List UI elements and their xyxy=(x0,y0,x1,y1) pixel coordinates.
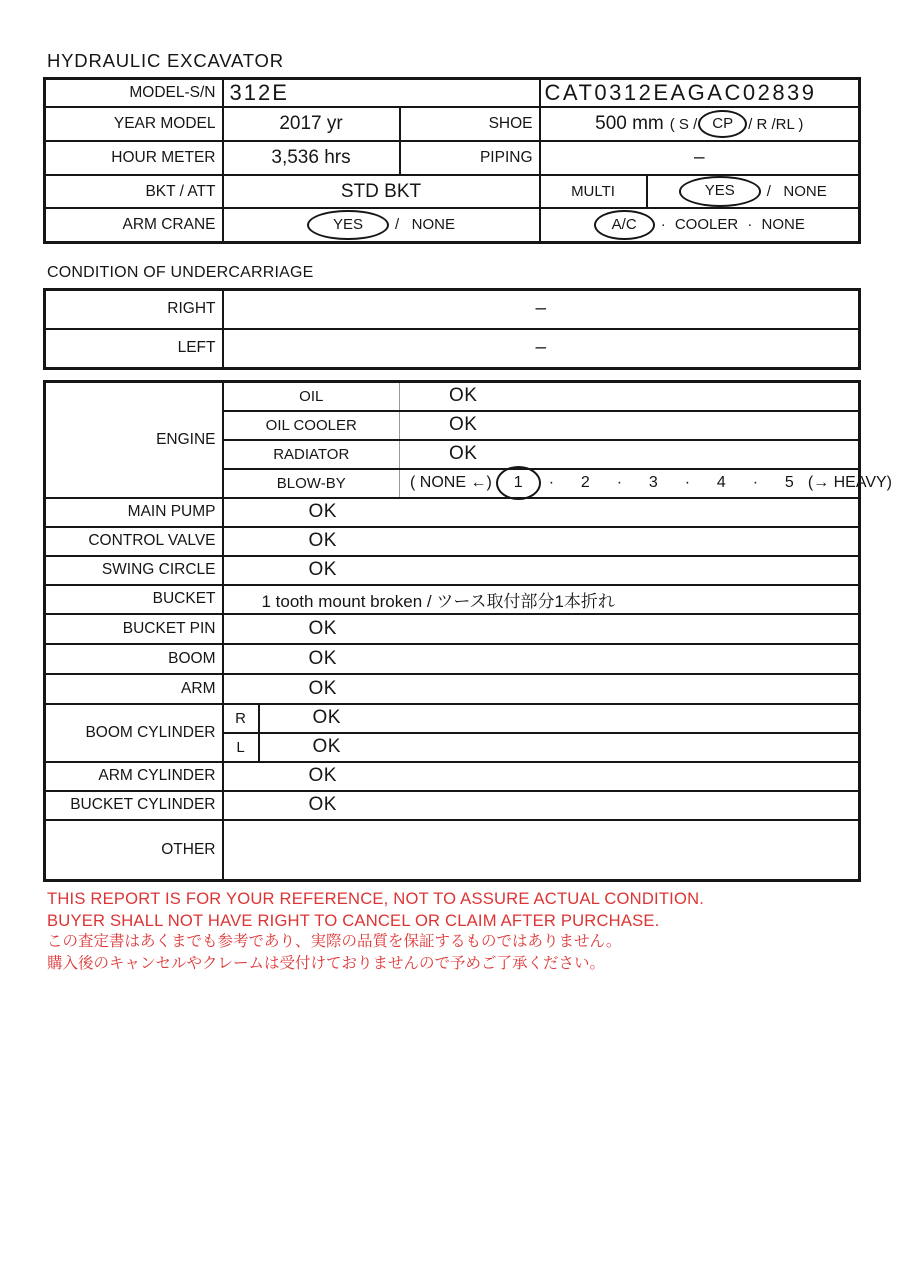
shoe-label: SHOE xyxy=(400,107,540,141)
ac-cooler-cell xyxy=(540,208,860,242)
main-pump-label: MAIN PUMP xyxy=(45,498,223,527)
blowby-label: BLOW-BY xyxy=(223,469,400,498)
engine-label: ENGINE xyxy=(45,382,223,498)
hour-meter-value: 3,536 hrs xyxy=(223,141,400,175)
arm-cylinder-value: OK xyxy=(223,762,860,791)
arm-label: ARM xyxy=(45,674,223,704)
row-arm-cylinder xyxy=(45,762,860,791)
engine-radiator-value: OK xyxy=(400,440,860,469)
page-title: HYDRAULIC EXCAVATOR xyxy=(47,50,284,71)
piping-label: PIPING xyxy=(400,141,540,175)
shoe-value xyxy=(541,113,859,135)
multi-label: MULTI xyxy=(540,175,647,208)
spec-table xyxy=(43,77,861,244)
spec-row-model xyxy=(45,79,860,108)
row-boom xyxy=(45,644,860,674)
row-bucket xyxy=(45,585,860,614)
other-value xyxy=(223,820,860,881)
disclaimer-block xyxy=(47,888,704,975)
ac-cooler-value xyxy=(541,216,859,233)
year-model-value: 2017 yr xyxy=(223,107,400,141)
row-boom-cylinder-r xyxy=(45,704,860,733)
engine-row-oil xyxy=(45,382,860,411)
bkt-att-label: BKT / ATT xyxy=(45,175,223,208)
right-value: – xyxy=(223,290,860,329)
boom-cylinder-l-value: OK xyxy=(259,733,860,762)
bucket-pin-label: BUCKET PIN xyxy=(45,614,223,644)
piping-value: – xyxy=(540,141,860,175)
blowby-value-cell xyxy=(400,469,892,498)
circle-annotation-armcrane-yes: YES xyxy=(307,210,389,241)
bucket-pin-value: OK xyxy=(223,614,860,644)
row-swing-circle xyxy=(45,556,860,585)
swing-circle-label: SWING CIRCLE xyxy=(45,556,223,585)
disclaimer-line-2: BUYER SHALL NOT HAVE RIGHT TO CANCEL OR CLAIM AFTER PURCHASE. xyxy=(47,910,660,930)
shoe-value-cell xyxy=(540,107,860,141)
swing-circle-value: OK xyxy=(223,556,860,585)
bucket-value: 1 tooth mount broken / ツース取付部分1本折れ xyxy=(223,585,860,614)
row-main-pump xyxy=(45,498,860,527)
left-value: – xyxy=(223,329,860,369)
arm-crane-value-cell xyxy=(223,208,540,242)
row-other xyxy=(45,820,860,881)
engine-oil-value: OK xyxy=(400,382,860,411)
boom-cylinder-r-value: OK xyxy=(259,704,860,733)
bkt-att-value: STD BKT xyxy=(223,175,540,208)
arm-cylinder-label: ARM CYLINDER xyxy=(45,762,223,791)
left-label: LEFT xyxy=(45,329,223,369)
row-control-valve xyxy=(45,527,860,556)
boom-cylinder-label: BOOM CYLINDER xyxy=(45,704,223,762)
multi-value xyxy=(648,183,859,200)
blowby-scale-suffix: (→ HEAVY) xyxy=(807,474,892,491)
blowby-scale-levels: · 2 · 3 · 4 · 5 xyxy=(548,474,794,491)
control-valve-value: OK xyxy=(223,527,860,556)
undercarriage-section-title: CONDITION OF UNDERCARRIAGE xyxy=(47,264,314,281)
disclaimer-line-3: この査定書はあくまでも参考であり、実際の品質を保証するものではありません。 xyxy=(47,933,622,950)
row-bucket-cylinder xyxy=(45,791,860,820)
arm-crane-label: ARM CRANE xyxy=(45,208,223,242)
main-pump-value: OK xyxy=(223,498,860,527)
multi-value-cell xyxy=(647,175,860,208)
spec-row-bkt-multi xyxy=(45,175,860,208)
engine-oil-cooler-value: OK xyxy=(400,411,860,440)
circle-annotation-ac: A/C xyxy=(594,210,655,241)
circle-annotation-cp: CP xyxy=(698,110,747,139)
blowby-scale-prefix: ( NONE ←) xyxy=(410,474,492,491)
undercarriage-table xyxy=(43,288,861,370)
bucket-cylinder-label: BUCKET CYLINDER xyxy=(45,791,223,820)
engine-radiator-label: RADIATOR xyxy=(223,440,400,469)
arm-crane-options-rest: / NONE xyxy=(395,216,456,234)
ac-cooler-options-rest: · COOLER · NONE xyxy=(660,216,805,234)
model-value: 312E xyxy=(223,79,540,108)
bucket-label: BUCKET xyxy=(45,585,223,614)
undercarriage-row-right xyxy=(45,290,860,329)
spec-row-year-shoe xyxy=(45,107,860,141)
inspection-table xyxy=(43,380,892,882)
boom-cylinder-r-label: R xyxy=(223,704,259,733)
row-bucket-pin xyxy=(45,614,860,644)
bucket-cylinder-value: OK xyxy=(223,791,860,820)
arm-value: OK xyxy=(223,674,860,704)
undercarriage-row-left xyxy=(45,329,860,369)
disclaimer-line-1: THIS REPORT IS FOR YOUR REFERENCE, NOT TO ASSURE ACTUAL CONDITION. xyxy=(47,889,705,908)
circle-annotation-blowby-1: 1 xyxy=(496,466,541,500)
boom-cylinder-l-label: L xyxy=(223,733,259,762)
boom-label: BOOM xyxy=(45,644,223,674)
spec-row-arm-crane xyxy=(45,208,860,242)
shoe-size: 500 mm xyxy=(595,113,664,134)
row-arm xyxy=(45,674,860,704)
year-model-label: YEAR MODEL xyxy=(45,107,223,141)
circle-annotation-multi-yes: YES xyxy=(679,176,761,207)
serial-value: CAT0312EAGAC02839 xyxy=(540,79,860,108)
arm-crane-value xyxy=(224,216,539,233)
other-label: OTHER xyxy=(45,820,223,881)
model-sn-label: MODEL-S/N xyxy=(45,79,223,108)
engine-oil-cooler-label: OIL COOLER xyxy=(223,411,400,440)
hour-meter-label: HOUR METER xyxy=(45,141,223,175)
right-label: RIGHT xyxy=(45,290,223,329)
control-valve-label: CONTROL VALVE xyxy=(45,527,223,556)
blowby-scale xyxy=(400,474,892,492)
boom-value: OK xyxy=(223,644,860,674)
shoe-options-suffix: / R /RL ) xyxy=(748,115,804,133)
spec-row-hour-piping xyxy=(45,141,860,175)
shoe-options-prefix: ( S / xyxy=(669,115,698,133)
multi-options-rest: / NONE xyxy=(766,183,827,200)
disclaimer-line-4: 購入後のキャンセルやクレームは受付けておりませんので予めご了承ください。 xyxy=(47,955,606,972)
engine-oil-label: OIL xyxy=(223,382,400,411)
